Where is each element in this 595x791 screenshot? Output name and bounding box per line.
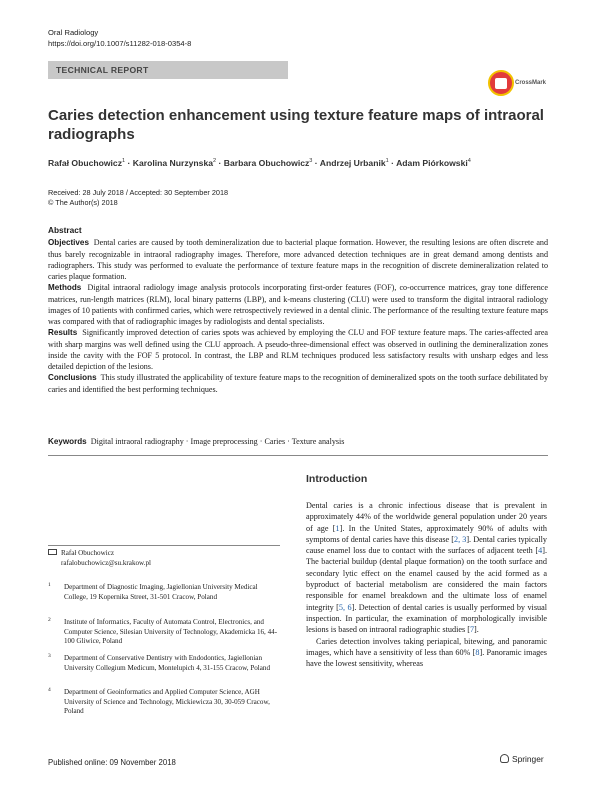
footnote-divider	[48, 545, 280, 546]
body-text: ]. Panoramic images have the lowest sensitivity, whereas	[306, 647, 547, 669]
crossmark-icon	[488, 70, 514, 96]
keywords-text: Digital intraoral radiography · Image preprocessing · Caries · Texture analysis	[90, 437, 345, 446]
body-text: Caries detection involves taking periapical, bitewing, and panoramic images, which have a sensitivity of less than 60% [	[306, 636, 547, 657]
publisher-logo	[500, 754, 544, 764]
abstract-heading: Abstract	[48, 225, 82, 235]
section-divider	[48, 455, 548, 456]
author-list	[48, 158, 548, 168]
journal-header	[48, 28, 191, 49]
abstract-conclusions: Conclusions This study illustrated the applicability of texture feature maps to the recognition of demineralized spots on the tooth surface debilitated by caries and identified the best performing techniques.	[48, 373, 548, 394]
published-online: Published online: 09 November 2018	[48, 758, 176, 767]
body-text: ].	[474, 625, 479, 635]
author-affiliation-ref: 4	[467, 158, 471, 165]
introduction-paragraph	[306, 500, 547, 636]
author-affiliation-ref: 1	[385, 158, 389, 165]
author-name[interactable]: Barbara Obuchowicz	[223, 158, 310, 168]
article-type-banner	[48, 61, 288, 79]
introduction-body	[306, 500, 547, 669]
citation-link[interactable]: 5, 6	[338, 602, 352, 612]
abstract-objectives: Objectives Dental caries are caused by tooth demineralization due to bacterial plaque formation. However, the resulting lesions are often discrete and thus barely recognizable in intraoral radiography images. Therefore, more advanced detection techniques are in great demand among dentists and radiographers. This study was performed to evaluate the performance of texture feature maps in the recognition of discrete demineralization related to caries plaque formation.	[48, 238, 548, 281]
article-title: Caries detection enhancement using texture feature maps of intraoral radiographs	[48, 107, 544, 143]
doi-link[interactable]: https://doi.org/10.1007/s11282-018-0354-8	[48, 38, 192, 48]
correspondence	[48, 549, 280, 568]
citation-link[interactable]: 1	[335, 523, 340, 533]
article-dates	[48, 188, 228, 208]
body-text: ]. Detection of dental caries is usually performed by visual inspection. In particular, the examination of morphologically invisible lesions is based on intraoral radiographic studies [	[306, 602, 548, 635]
author-affiliation-ref: 1	[122, 158, 126, 165]
introduction-heading: Introduction	[306, 473, 368, 485]
body-text: ]. Dental caries typically cause enamel loss due to contact with the surfaces of adjacent teeth [	[306, 534, 547, 556]
author-separator: ·	[312, 158, 320, 168]
springer-horse-icon	[500, 754, 509, 763]
copyright: © The Author(s) 2018	[48, 198, 118, 207]
author-separator: ·	[388, 158, 397, 168]
author-name[interactable]: Rafał Obuchowicz	[48, 158, 123, 168]
keywords	[48, 437, 548, 446]
received-accepted: Received: 28 July 2018 / Accepted: 30 September 2018	[48, 188, 229, 197]
body-text: ]. The bacterial buildup (dental plaque formation) on the tooth surface and secondary lytic effect on the enamel caused by the acid formed as a byproduct of bacterial metabolism are considered the main factors responsible for enamel breakdown and the ultimate loss of enamel integrity [	[306, 546, 547, 612]
author-affiliation-ref: 2	[213, 158, 217, 165]
citation-link[interactable]: 2, 3	[453, 534, 467, 544]
author-name[interactable]: Andrzej Urbanik	[319, 158, 386, 168]
citation-link[interactable]: 4	[538, 546, 543, 556]
journal-name: Oral Radiology	[48, 28, 99, 37]
body-text: Dental caries is a chronic infectious disease that is prevalent in approximately 44% of the worldwide general population under 20 years of age [	[306, 501, 547, 533]
crossmark-badge[interactable]	[488, 70, 548, 100]
author-name[interactable]: Karolina Nurzynska	[132, 158, 214, 168]
abstract	[48, 225, 548, 395]
corresponding-author: Rafał Obuchowicz	[61, 549, 114, 557]
keywords-label: Keywords	[48, 437, 87, 446]
citation-link[interactable]: 7	[469, 625, 475, 635]
citation-link[interactable]: 8	[475, 647, 480, 657]
author-separator: ·	[125, 158, 133, 168]
author-affiliation-ref: 3	[309, 158, 313, 165]
introduction-paragraph	[306, 636, 547, 670]
body-text: ]. In the United States, approximately 90% of adults with symptoms of dental caries have this disease [	[306, 523, 547, 544]
abstract-methods: Methods Digital intraoral radiology image analysis protocols incorporating first-order features (FOF), co-occurrence matrices, gray tone difference matrices, run-length matrices (RLM), local binary patterns (LBP), and k-means clustering (CLU) were used to transform the digital intraoral radiology images of 10 patients with confirmed caries, which were retrospectively reviewed in a dental clinic. The performance of the resulting texture feature maps was compared with that of radiographic images by radiologists and dental specialists.	[48, 283, 548, 326]
abstract-results: Results Significantly improved detection of caries spots was achieved by employing the CLU and FOF texture feature maps. The caries-affected area with sharp margins was well defined using the CLU approach. A pseudo-three-dimensional effect was observed in outlining the demineralization zones inside the cavity with the FOF 5 protocol. In contrast, the LBP and RLM techniques produced less satisfactory results with unsharp edges and less detailed depiction of the lesions.	[48, 328, 549, 371]
publisher-name: Springer	[512, 754, 544, 764]
corresponding-email[interactable]: rafalobuchowicz@su.krakow.pl	[61, 558, 151, 567]
envelope-icon	[48, 549, 57, 555]
author-name[interactable]: Adam Piórkowski	[396, 158, 468, 168]
article-type-label: TECHNICAL REPORT	[56, 65, 149, 75]
crossmark-label: CrossMark	[515, 80, 547, 86]
author-separator: ·	[216, 158, 224, 168]
